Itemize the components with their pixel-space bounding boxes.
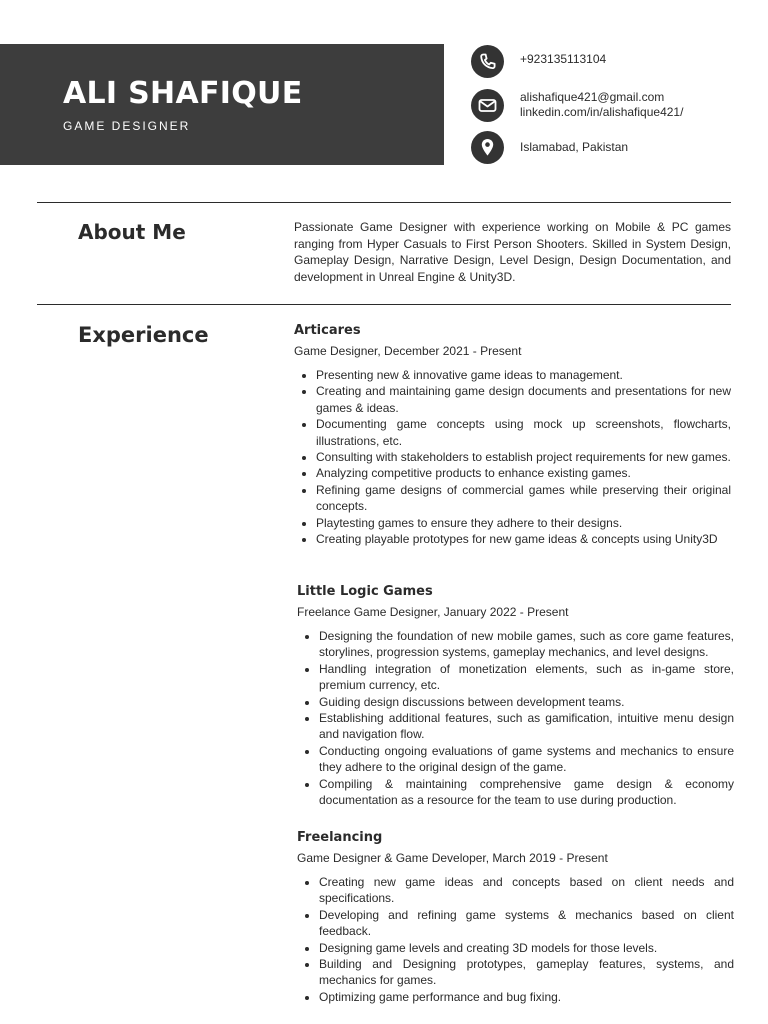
list-item: • Presenting new & innovative game ideas to management. bbox=[316, 367, 731, 383]
phone-icon bbox=[471, 45, 504, 78]
list-item: • Optimizing game performance and bug fixing. bbox=[319, 989, 734, 1005]
experience-heading: Experience bbox=[78, 323, 209, 347]
candidate-name: ALI SHAFIQUE bbox=[63, 76, 303, 111]
about-text: Passionate Game Designer with experience working on Mobile & PC games ranging from Hyper Casuals to First Person Shooters. Skilled in System Design, Gameplay Design, Narrative Design, Level Design, Design Documentation, and development in Unreal Engine & Unity3D. bbox=[294, 220, 731, 284]
mail-icon bbox=[471, 89, 504, 122]
job-company: Little Logic Games bbox=[297, 584, 433, 599]
job-company: Freelancing bbox=[297, 830, 383, 845]
job-title: Game Designer, December 2021 - Present bbox=[294, 344, 522, 358]
list-item: • Designing the foundation of new mobile games, such as core game features, storylines, progression systems, gameplay mechanics, and level designs. bbox=[319, 628, 734, 661]
job-title: Game Designer & Game Developer, March 2019 - Present bbox=[297, 851, 608, 865]
job-company: Articares bbox=[294, 323, 361, 338]
job-entry-articares bbox=[294, 323, 731, 547]
job-bullets bbox=[297, 628, 734, 808]
email-link[interactable]: alishafique421@gmail.com bbox=[520, 90, 665, 104]
job-title: Freelance Game Designer, January 2022 - Present bbox=[297, 605, 569, 619]
list-item: • Documenting game concepts using mock up screenshots, flowcharts, illustrations, etc. bbox=[316, 416, 731, 449]
location-text: Islamabad, Pakistan bbox=[520, 140, 629, 154]
list-item: • Compiling & maintaining comprehensive game design & economy documentation as a resource for the team to use during production. bbox=[319, 776, 734, 809]
linkedin-link[interactable]: linkedin.com/in/alishafique421/ bbox=[520, 105, 684, 119]
list-item: • Developing and refining game systems & mechanics based on client feedback. bbox=[319, 907, 734, 940]
list-item: • Creating playable prototypes for new game ideas & concepts using Unity3D bbox=[316, 531, 731, 547]
divider bbox=[37, 304, 731, 305]
list-item: • Creating and maintaining game design documents and presentations for new games & ideas. bbox=[316, 383, 731, 416]
candidate-role: GAME DESIGNER bbox=[63, 119, 191, 133]
list-item: • Guiding design discussions between development teams. bbox=[319, 694, 734, 710]
list-item: • Creating new game ideas and concepts based on client needs and specifications. bbox=[319, 874, 734, 907]
list-item: • Conducting ongoing evaluations of game systems and mechanics to ensure they adhere to the original design of the game. bbox=[319, 743, 734, 776]
location-pin-icon bbox=[471, 131, 504, 164]
phone-text: +923135113104 bbox=[520, 52, 607, 66]
list-item: • Designing game levels and creating 3D models for those levels. bbox=[319, 940, 734, 956]
job-entry-freelancing bbox=[297, 830, 734, 1005]
job-entry-little-logic-games bbox=[297, 584, 734, 808]
job-bullets bbox=[297, 874, 734, 1005]
list-item: • Analyzing competitive products to enhance existing games. bbox=[316, 465, 731, 481]
divider bbox=[37, 202, 731, 203]
job-bullets bbox=[294, 367, 731, 547]
list-item: • Refining game designs of commercial games while preserving their original concepts. bbox=[316, 482, 731, 515]
list-item: • Building and Designing prototypes, gameplay features, systems, and mechanics for games. bbox=[319, 956, 734, 989]
list-item: • Handling integration of monetization elements, such as in-game store, premium currency, etc. bbox=[319, 661, 734, 694]
list-item: • Establishing additional features, such as gamification, intuitive menu design and navigation flow. bbox=[319, 710, 734, 743]
list-item: • Consulting with stakeholders to establish project requirements for new games. bbox=[316, 449, 731, 465]
list-item: • Playtesting games to ensure they adhere to their designs. bbox=[316, 515, 731, 531]
about-heading: About Me bbox=[78, 220, 186, 244]
